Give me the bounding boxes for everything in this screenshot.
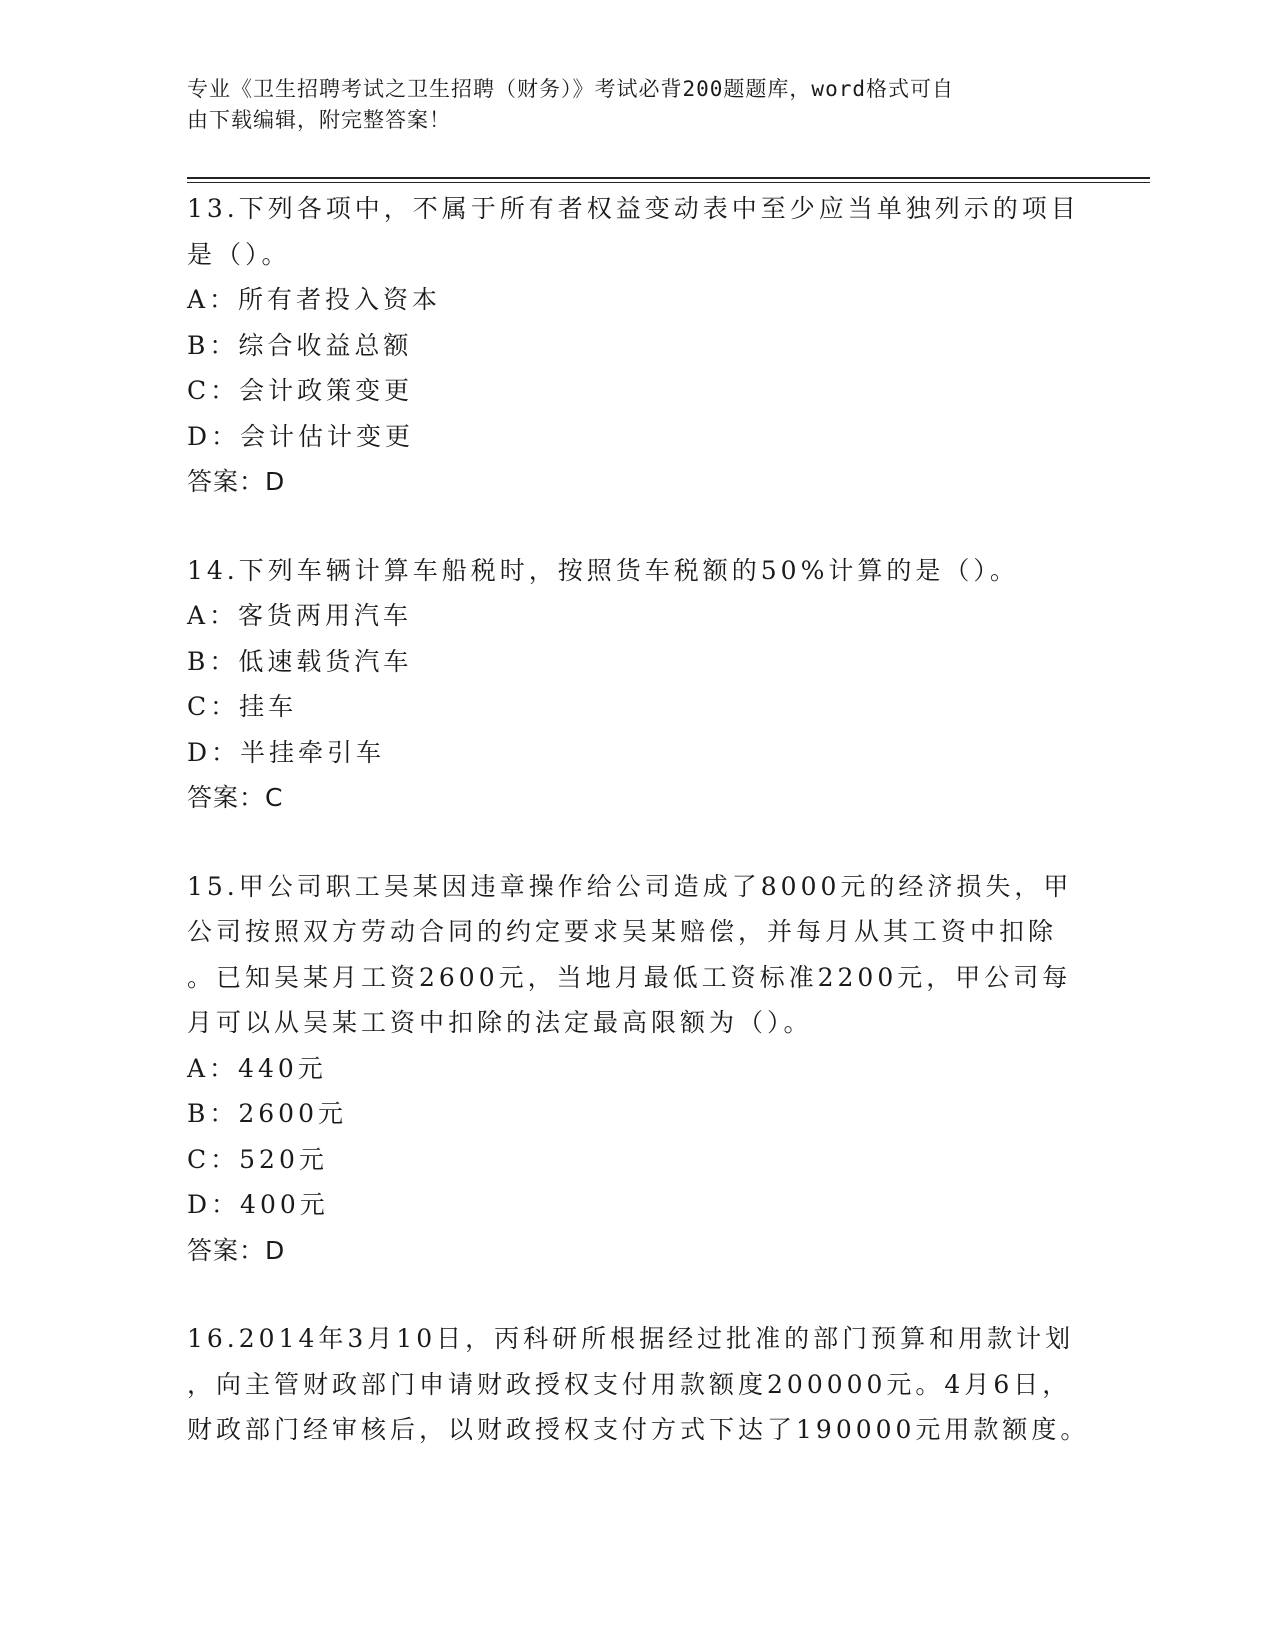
header-line-2: 由下载编辑，附完整答案！ <box>187 108 451 132</box>
question-stem-line: 公司按照双方劳动合同的约定要求吴某赔偿，并每月从其工资中扣除 <box>187 917 1058 946</box>
header-line-1: 专业《卫生招聘考试之卫生招聘（财务）》考试必背200题题库，word格式可自 <box>187 77 954 101</box>
option-a: A：440元 <box>187 1053 327 1083</box>
header-divider-thick <box>187 177 1150 179</box>
option-b: B：低速载货汽车 <box>187 646 413 676</box>
option-b: B：2600元 <box>187 1099 347 1128</box>
question-stem-line: 月可以从吴某工资中扣除的法定最高限额为（）。 <box>187 1008 813 1037</box>
option-c: C：挂车 <box>187 692 298 721</box>
header-divider-thin <box>187 182 1150 183</box>
option-d: D：400元 <box>187 1190 329 1219</box>
question-14 <box>187 548 1067 821</box>
option-d: D：会计估计变更 <box>187 421 415 451</box>
answer-line: 答案：D <box>187 1235 286 1265</box>
question-16 <box>187 1316 1090 1453</box>
answer-line: 答案：C <box>187 783 284 812</box>
question-stem-line: 。已知吴某月工资2600元，当地月最低工资标准2200元，甲公司每 <box>187 962 1072 992</box>
option-c: C：520元 <box>187 1144 328 1174</box>
question-stem-line: ，向主管财政部门申请财政授权支付用款额度200000元。4月6日， <box>187 1369 1072 1399</box>
option-d: D：半挂牵引车 <box>187 737 386 767</box>
question-13 <box>187 186 1080 505</box>
question-stem-line: 是（）。 <box>187 239 291 269</box>
answer-line: 答案：D <box>187 467 286 496</box>
document-header <box>187 74 1067 136</box>
option-b: B：综合收益总额 <box>187 330 413 360</box>
option-c: C：会计政策变更 <box>187 376 414 405</box>
question-stem-line: 15.甲公司职工吴某因违章操作给公司造成了8000元的经济损失，甲 <box>187 871 1073 901</box>
question-stem-line: 13.下列各项中，不属于所有者权益变动表中至少应当单独列示的项目 <box>187 194 1080 223</box>
question-list <box>187 186 1090 1496</box>
question-15 <box>187 864 1073 1274</box>
option-a: A：所有者投入资本 <box>187 285 442 314</box>
question-stem-line: 财政部门经审核后，以财政授权支付方式下达了190000元用款额度。 <box>187 1415 1090 1444</box>
option-a: A：客货两用汽车 <box>187 601 413 630</box>
question-stem-line: 14.下列车辆计算车船税时，按照货车税额的50%计算的是（）。 <box>187 555 1019 585</box>
question-stem-line: 16.2014年3月10日，丙科研所根据经过批准的部门预算和用款计划 <box>187 1324 1075 1353</box>
